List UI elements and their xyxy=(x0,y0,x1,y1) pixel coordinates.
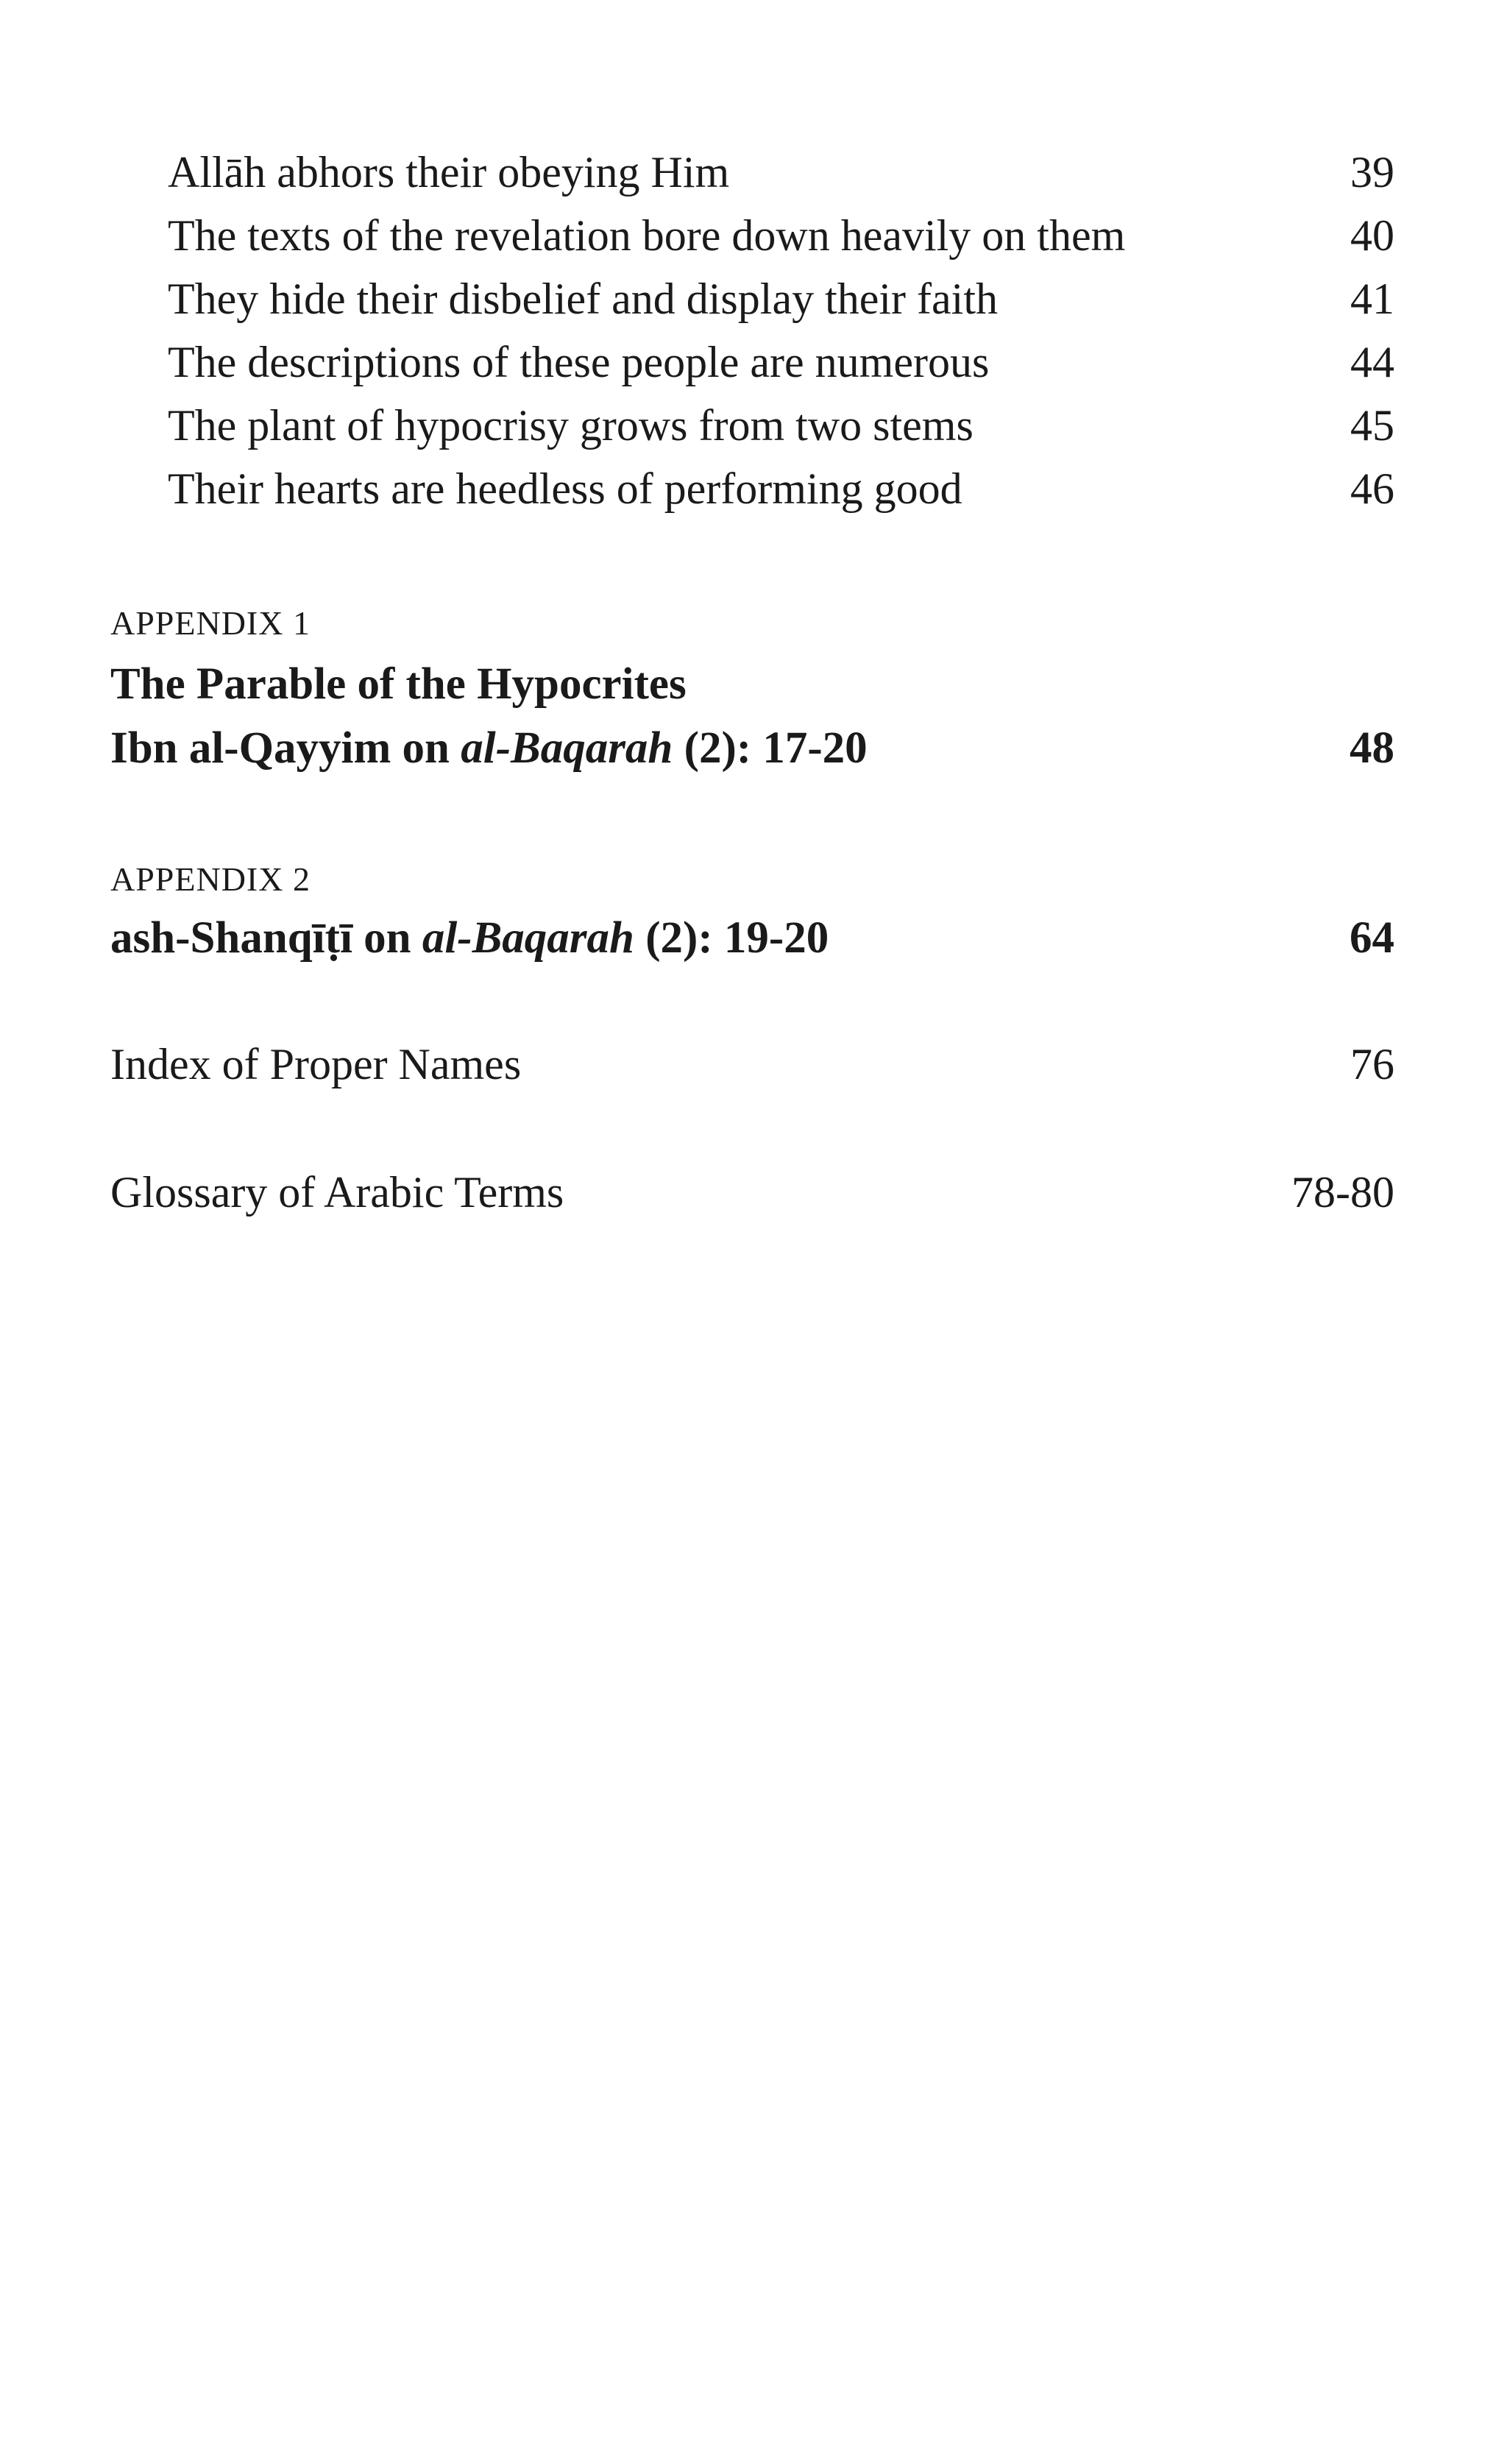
toc-entry-title: The texts of the revelation bore down heavily on them xyxy=(168,211,1126,260)
glossary-entry xyxy=(110,1167,1394,1218)
toc-entry-title: Their hearts are heedless of performing good xyxy=(168,464,962,513)
appendix-1-label: APPENDIX 1 xyxy=(110,604,311,642)
appendix-1-subtitle xyxy=(110,723,868,774)
index-title: Index of Proper Names xyxy=(110,1040,522,1088)
toc-entry-page: 45 xyxy=(1350,401,1394,450)
appendix-2-label: APPENDIX 2 xyxy=(110,860,311,898)
toc-entry-title: The plant of hypocrisy grows from two stems xyxy=(168,401,974,450)
toc-entry-page: 41 xyxy=(1350,275,1394,323)
appendix-1-title: The Parable of the Hypocrites xyxy=(110,659,687,709)
appendix-2-page: 64 xyxy=(1350,913,1394,963)
appendix-1-subtitle-suffix: (2): 17-20 xyxy=(673,723,868,773)
toc-entry-page: 46 xyxy=(1350,464,1394,513)
appendix-2-title-prefix: ash-Shanqīṭī on xyxy=(110,913,422,963)
toc-entry-page: 39 xyxy=(1350,148,1394,197)
toc-entry xyxy=(168,147,1394,198)
appendix-2-title-italic: al-Baqarah xyxy=(422,913,634,963)
appendix-1-subtitle-italic: al-Baqarah xyxy=(461,723,673,773)
toc-entry-page: 40 xyxy=(1350,211,1394,260)
toc-entry-title: The descriptions of these people are numerous xyxy=(168,338,990,386)
glossary-page: 78-80 xyxy=(1291,1168,1394,1217)
toc-entry xyxy=(168,400,1394,451)
glossary-title: Glossary of Arabic Terms xyxy=(110,1168,564,1217)
appendix-2-title xyxy=(110,913,829,964)
toc-entry xyxy=(168,210,1394,261)
toc-entry xyxy=(168,337,1394,388)
appendix-1-subtitle-prefix: Ibn al-Qayyim on xyxy=(110,723,461,773)
appendix-1-entry xyxy=(110,723,1394,774)
index-page: 76 xyxy=(1350,1040,1394,1088)
appendix-2-title-suffix: (2): 19-20 xyxy=(634,913,829,963)
index-entry xyxy=(110,1039,1394,1090)
appendix-1-page: 48 xyxy=(1350,723,1394,773)
toc-entry xyxy=(168,274,1394,325)
toc-entry-title: Allāh abhors their obeying Him xyxy=(168,148,730,197)
appendix-2-entry xyxy=(110,913,1394,964)
toc-entry-title: They hide their disbelief and display their faith xyxy=(168,275,998,323)
toc-entry-page: 44 xyxy=(1350,338,1394,386)
toc-entry xyxy=(168,464,1394,514)
